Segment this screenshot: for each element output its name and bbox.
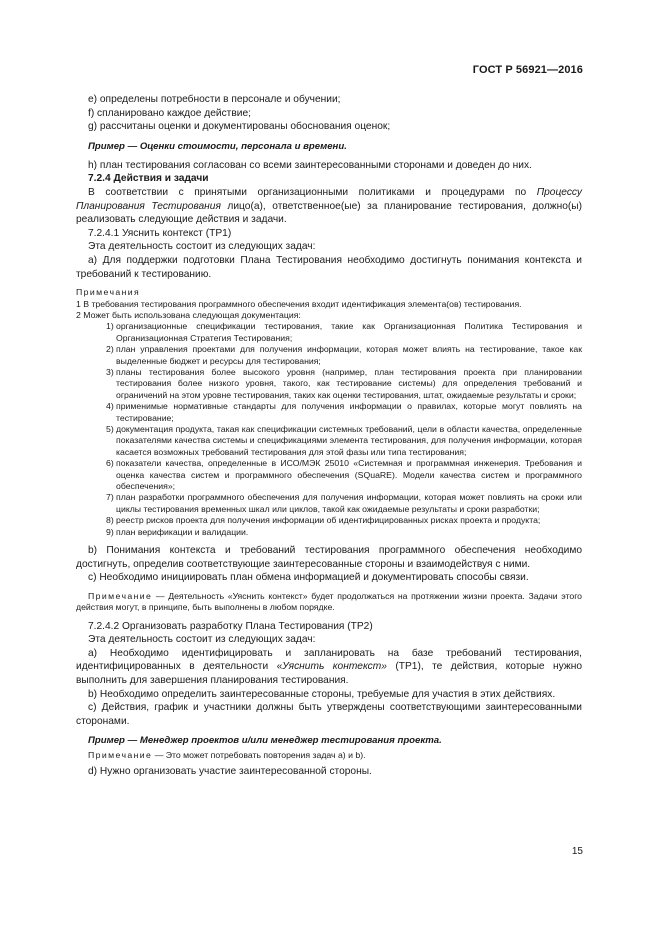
note-repeat [76, 750, 582, 761]
subsection-heading-7-2-4-1: 7.2.4.1 Уяснить контекст (TP1) [88, 227, 232, 239]
note-text: — Это может потребовать повторения задач a) и b). [152, 750, 366, 761]
note-label: Примечание [88, 750, 153, 761]
note-2: 2 Может быть использована следующая документация: [76, 309, 301, 320]
notes-block [76, 287, 582, 538]
note-label: Примечание [88, 590, 153, 601]
notes-title: Примечания [76, 287, 141, 298]
subsection-heading-7-2-4-2: 7.2.4.2 Организовать разработку Плана Тестирования (TP2) [88, 620, 373, 632]
section-title: Действия и задачи [113, 173, 209, 185]
list-item: 5) документация продукта, такая как спецификации системных требований, цели в области качества, определенные показателями качества системы и спецификациями элемента тестирования, для получения информации, которая касается возможных требований тестирования для этой фазы или типа тестирования; [106, 424, 582, 457]
task-a-tp2: a) Необходимо идентифицировать и запланировать на базе требований тестирования, идентифицированных в деятельности «Уяснить контекст» (TP1), те действия, которые нужно выполнить для завершения планирования тестирования. [76, 647, 582, 687]
documentation-list [76, 321, 582, 538]
list-item-f: f) спланировано каждое действие; [88, 107, 251, 119]
list-item-e: e) определены потребности в персонале и обучении; [88, 94, 341, 105]
note-context [76, 591, 582, 614]
page-content [76, 93, 582, 778]
example-managers: Пример — Менеджер проектов и/или менеджер тестирования проекта. [88, 735, 442, 747]
section-heading-7-2-4 [76, 172, 582, 186]
page-number: 15 [571, 846, 583, 857]
note-1: 1 В требования тестирования программного обеспечения входит идентификация элемента(ов) тестирования. [76, 298, 522, 309]
list-item: 7) план разработки программного обеспечения для получения информации, которая может повлиять на сроки или циклы тестирования временных шкал или циклов, такой как ожидаемые результаты и сроки разработки; [106, 492, 582, 514]
list-item-h: h) план тестирования согласован со всеми заинтересованными сторонами и доведен до них. [88, 159, 532, 171]
document-code: ГОСТ Р 56921—2016 [472, 64, 583, 76]
list-item: 9) план верификации и валидации. [106, 526, 249, 537]
note-text: — Деятельность «Уяснить контекст» будет продолжаться на протяжении жизни проекта. Задачи этого действия могут, в принципе, быть выполнены в любом порядке. [76, 590, 582, 613]
task-c-tp2: c) Действия, график и участники должны быть утверждены соответствующими заинтересованными сторонами. [76, 702, 582, 727]
subsection-intro: Эта деятельность состоит из следующих задач: [88, 241, 316, 253]
intro-text-post: лицо(а), ответственное(ые) за планирование тестирования, должно(ы) реализовать следующие действия и задачи. [76, 200, 582, 226]
task-c-tp1: c) Необходимо инициировать план обмена информацией и документировать способы связи. [88, 572, 529, 584]
section-intro-paragraph [76, 186, 582, 227]
subsection-intro-2: Эта деятельность состоит из следующих задач: [88, 634, 316, 646]
list-item: 6) показатели качества, определенные в ИСО/МЭК 25010 «Системная и программная инженерия. Требования и оценка качества систем и программного обеспечения (SQuaRE). Модели качества систем и программного обеспечения»; [106, 458, 582, 492]
list-item: 3) планы тестирования более высокого уровня (например, план тестирования проекта при планировании тестирования более низкого уровня, такого, как тестирование системы) для определения требований и ограничений на этом уровне тестирования, таких как оценки тестирования, штат, ожидаемые результаты и сроки; [106, 366, 582, 400]
task-d-tp2: d) Нужно организовать участие заинтересованной стороны. [88, 765, 372, 777]
section-number: 7.2.4 [88, 173, 111, 185]
list-item: 2) план управления проектами для получения информации, которая может влиять на тестирование, такое как выделенные бюджет и ресурсы для тестирования; [106, 344, 582, 366]
task-a-tp1: a) Для поддержки подготовки Плана Тестирования необходимо достигнуть понимания контекста и требований к тестированию. [76, 254, 582, 280]
list-item: 8) реестр рисков проекта для получения информации об идентифицированных рисках проекта и продукта; [106, 515, 541, 526]
task-b-tp2: b) Необходимо определить заинтересованные стороны, требуемые для участия в этих действиях. [88, 688, 556, 700]
list-item-g: g) рассчитаны оценки и документированы обоснования оценок; [88, 121, 391, 133]
list-item: 4) применимые нормативные стандарты для получения информации о правилах, которые могут повлиять на тестирование; [106, 401, 582, 423]
intro-text-italic: Процессу Планирования Тестирования [76, 186, 582, 212]
task-b-tp1: b) Понимания контекста и требований тестирования программного обеспечения необходимо достигнуть, определив соответствующие заинтересованные стороны и взаимодействуя с ними. [76, 545, 582, 570]
intro-text-pre: В соответствии с принятыми организационными политиками и процедурами по [88, 186, 537, 198]
example-costs: Пример — Оценки стоимости, персонала и времени. [88, 140, 347, 152]
list-item: 1) организационные спецификации тестирования, такие как Организационная Политика Тестирования и Организационная Стратегия Тестирования; [106, 321, 582, 343]
